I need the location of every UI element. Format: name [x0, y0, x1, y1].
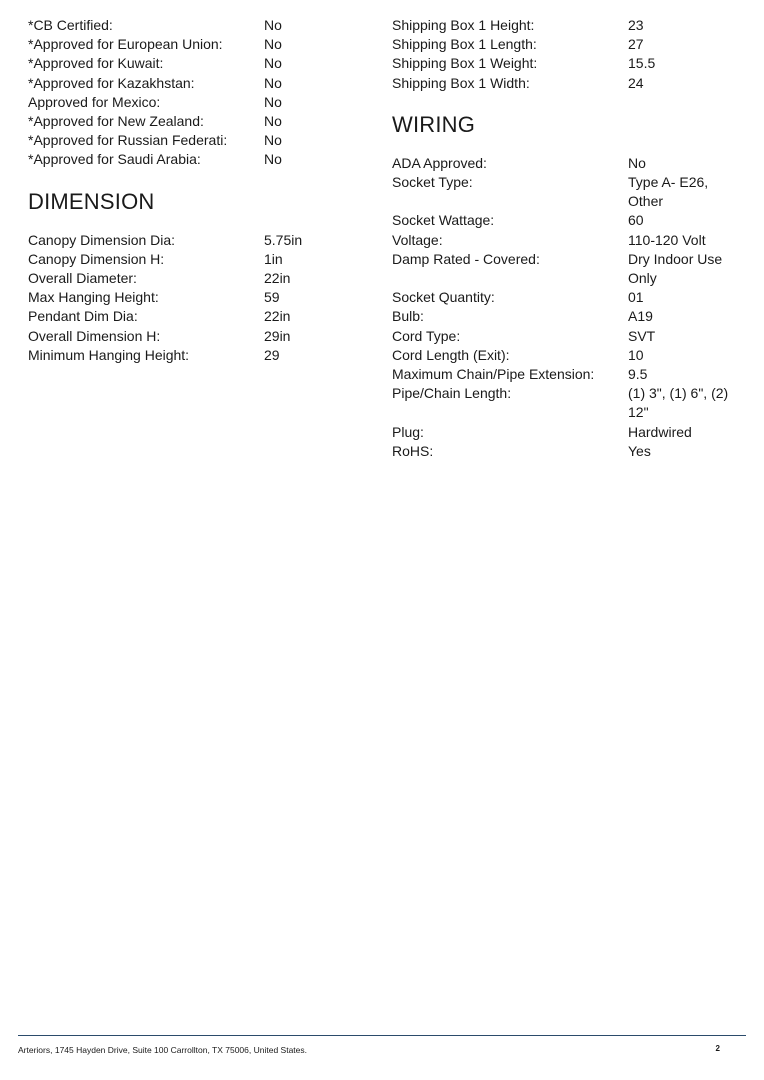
spec-row: [392, 211, 752, 230]
certifications-list: [28, 16, 358, 170]
spec-value: 29: [264, 346, 280, 363]
spec-label: *Approved for Saudi Arabia:: [28, 151, 201, 168]
right-column: [392, 16, 752, 461]
spec-value: No: [628, 154, 646, 171]
spec-label: ADA Approved:: [392, 154, 487, 171]
spec-value: No: [264, 36, 282, 53]
spec-value: Yes: [628, 442, 651, 459]
spec-row: [28, 74, 358, 93]
spec-label: Plug:: [392, 423, 424, 440]
spec-value: 15.5: [628, 55, 656, 72]
spec-row: [392, 16, 752, 35]
spec-label: Shipping Box 1 Length:: [392, 36, 537, 53]
spec-row: [28, 112, 358, 131]
spec-value: 27: [628, 36, 644, 53]
spec-row: [28, 250, 358, 269]
spec-value: 1in: [264, 250, 283, 267]
spec-row: [28, 54, 358, 73]
spec-row: [28, 288, 358, 307]
spec-row: [28, 231, 358, 250]
spec-row: [28, 93, 358, 112]
spec-row: [392, 231, 752, 250]
spec-row: [392, 288, 752, 307]
spec-row: [28, 150, 358, 169]
spec-row: [392, 173, 752, 211]
spec-row: [28, 16, 358, 35]
spec-label: *Approved for Russian Federati:: [28, 132, 228, 149]
left-column: [28, 16, 358, 365]
spec-label: Cord Length (Exit):: [392, 346, 510, 363]
spec-value: Type A- E26, Other: [628, 174, 709, 210]
spec-value: No: [264, 113, 282, 130]
spec-row: [28, 327, 358, 346]
spec-label: Approved for Mexico:: [28, 93, 161, 110]
spec-value: 22in: [264, 308, 291, 325]
spec-value: 5.75in: [264, 231, 303, 248]
spec-value: 01: [628, 289, 644, 306]
page-number: 2: [715, 1044, 720, 1053]
spec-row: [392, 365, 752, 384]
spec-label: Shipping Box 1 Weight:: [392, 55, 538, 72]
spec-label: Canopy Dimension Dia:: [28, 231, 176, 248]
spec-label: Shipping Box 1 Height:: [392, 17, 535, 33]
spec-label: *Approved for Kazakhstan:: [28, 74, 195, 91]
spec-label: Canopy Dimension H:: [28, 250, 165, 267]
spec-row: [28, 307, 358, 326]
spec-label: Overall Dimension H:: [28, 327, 161, 344]
dimension-heading: DIMENSION: [28, 188, 155, 214]
spec-label: *Approved for European Union:: [28, 36, 223, 53]
spec-row: [392, 307, 752, 326]
spec-label: Socket Wattage:: [392, 212, 495, 229]
spec-label: Maximum Chain/Pipe Extension:: [392, 366, 595, 383]
spec-label: Shipping Box 1 Width:: [392, 74, 530, 91]
spec-row: [392, 384, 752, 422]
spec-row: [392, 346, 752, 365]
spec-value: 24: [628, 74, 644, 91]
footer-divider: [18, 1035, 746, 1036]
spec-value: 110-120 Volt: [628, 231, 706, 248]
spec-label: *Approved for New Zealand:: [28, 113, 204, 130]
spec-row: [392, 442, 752, 461]
footer-address: Arteriors, 1745 Hayden Drive, Suite 100 Carrollton, TX 75006, United States.: [18, 1045, 307, 1055]
spec-label: Socket Type:: [392, 174, 473, 191]
spec-label: *CB Certified:: [28, 17, 113, 33]
spec-value: No: [264, 17, 282, 33]
spec-label: Damp Rated - Covered:: [392, 250, 540, 267]
spec-value: No: [264, 151, 282, 168]
spec-label: Minimum Hanging Height:: [28, 346, 190, 363]
spec-label: *Approved for Kuwait:: [28, 55, 164, 72]
spec-label: RoHS:: [392, 442, 434, 459]
spec-value: 22in: [264, 270, 291, 287]
spec-row: [28, 346, 358, 365]
spec-value: Dry Indoor Use Only: [628, 250, 723, 287]
spec-label: Pipe/Chain Length:: [392, 385, 512, 402]
spec-row: [392, 74, 752, 93]
spec-value: No: [264, 93, 282, 110]
spec-row: [392, 327, 752, 346]
spec-row: [28, 35, 358, 54]
spec-value: No: [264, 74, 282, 91]
wiring-list: [392, 154, 752, 461]
spec-label: Voltage:: [392, 231, 443, 248]
shipping-list: [392, 16, 752, 93]
spec-row: [392, 35, 752, 54]
spec-value: Hardwired: [628, 423, 692, 440]
spec-value: 29in: [264, 327, 291, 344]
spec-value: SVT: [628, 327, 656, 344]
spec-row: [392, 250, 752, 288]
spec-row: [392, 54, 752, 73]
spec-label: Pendant Dim Dia:: [28, 308, 138, 325]
spec-value: 10: [628, 346, 644, 363]
spec-value: 59: [264, 289, 280, 306]
dimension-list: [28, 231, 358, 365]
spec-label: Overall Diameter:: [28, 270, 137, 287]
spec-label: Cord Type:: [392, 327, 461, 344]
spec-row: [392, 154, 752, 173]
spec-label: Bulb:: [392, 308, 424, 325]
spec-value: 60: [628, 212, 644, 229]
spec-value: No: [264, 132, 282, 149]
spec-value: 9.5: [628, 366, 648, 383]
spec-row: [28, 269, 358, 288]
wiring-heading: WIRING: [392, 111, 476, 137]
spec-label: Socket Quantity:: [392, 289, 495, 306]
spec-value: 23: [628, 17, 644, 33]
spec-value: A19: [628, 308, 653, 325]
spec-label: Max Hanging Height:: [28, 289, 159, 306]
spec-value: (1) 3", (1) 6", (2) 12": [628, 385, 729, 421]
spec-value: No: [264, 55, 282, 72]
spec-row: [28, 131, 358, 150]
spec-row: [392, 423, 752, 442]
